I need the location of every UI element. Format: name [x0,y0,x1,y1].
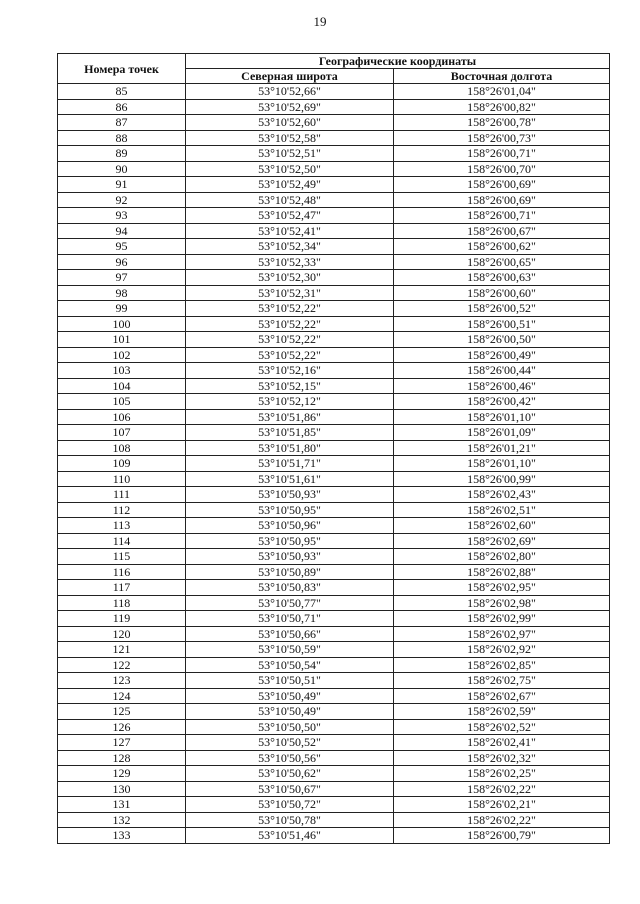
table-row [58,688,610,704]
point-number-cell: 124 [58,688,186,704]
point-number-cell: 126 [58,719,186,735]
point-number-cell: 118 [58,595,186,611]
table-row [58,704,610,720]
latitude-cell: 53°10'52,33" [186,254,394,270]
point-number-cell: 98 [58,285,186,301]
latitude-cell: 53°10'52,30" [186,270,394,286]
table-row [58,161,610,177]
point-number-cell: 106 [58,409,186,425]
latitude-cell: 53°10'52,41" [186,223,394,239]
latitude-cell: 53°10'50,67" [186,781,394,797]
longitude-cell: 158°26'00,42" [394,394,610,410]
table-row [58,192,610,208]
point-number-cell: 131 [58,797,186,813]
latitude-cell: 53°10'52,69" [186,99,394,115]
latitude-cell: 53°10'50,93" [186,487,394,503]
latitude-cell: 53°10'50,49" [186,688,394,704]
longitude-cell: 158°26'02,21" [394,797,610,813]
point-number-cell: 109 [58,456,186,472]
table-row [58,750,610,766]
point-number-cell: 133 [58,828,186,844]
longitude-cell: 158°26'01,10" [394,456,610,472]
table-row [58,766,610,782]
longitude-cell: 158°26'00,63" [394,270,610,286]
longitude-cell: 158°26'02,75" [394,673,610,689]
latitude-cell: 53°10'50,72" [186,797,394,813]
longitude-cell: 158°26'00,50" [394,332,610,348]
latitude-cell: 53°10'50,56" [186,750,394,766]
latitude-cell: 53°10'50,83" [186,580,394,596]
longitude-cell: 158°26'00,71" [394,208,610,224]
longitude-cell: 158°26'02,43" [394,487,610,503]
table-row [58,502,610,518]
table-row [58,146,610,162]
point-number-cell: 110 [58,471,186,487]
latitude-cell: 53°10'52,49" [186,177,394,193]
longitude-cell: 158°26'02,97" [394,626,610,642]
table-row [58,223,610,239]
longitude-cell: 158°26'00,78" [394,115,610,131]
table-row [58,595,610,611]
longitude-cell: 158°26'02,98" [394,595,610,611]
point-number-cell: 116 [58,564,186,580]
table-row [58,440,610,456]
header-point-numbers: Номера точек [58,54,186,84]
latitude-cell: 53°10'52,12" [186,394,394,410]
table-row [58,270,610,286]
longitude-cell: 158°26'02,25" [394,766,610,782]
table-row [58,456,610,472]
latitude-cell: 53°10'50,50" [186,719,394,735]
table-row [58,533,610,549]
table-row [58,564,610,580]
latitude-cell: 53°10'51,61" [186,471,394,487]
latitude-cell: 53°10'50,51" [186,673,394,689]
longitude-cell: 158°26'00,70" [394,161,610,177]
longitude-cell: 158°26'02,99" [394,611,610,627]
longitude-cell: 158°26'00,82" [394,99,610,115]
latitude-cell: 53°10'51,46" [186,828,394,844]
latitude-cell: 53°10'52,66" [186,84,394,100]
latitude-cell: 53°10'52,15" [186,378,394,394]
longitude-cell: 158°26'01,04" [394,84,610,100]
table-row [58,828,610,844]
latitude-cell: 53°10'50,59" [186,642,394,658]
point-number-cell: 95 [58,239,186,255]
point-number-cell: 132 [58,812,186,828]
latitude-cell: 53°10'52,22" [186,301,394,317]
longitude-cell: 158°26'00,44" [394,363,610,379]
longitude-cell: 158°26'02,59" [394,704,610,720]
point-number-cell: 112 [58,502,186,518]
point-number-cell: 101 [58,332,186,348]
longitude-cell: 158°26'00,62" [394,239,610,255]
page-number: 19 [313,14,327,29]
latitude-cell: 53°10'52,50" [186,161,394,177]
table-row [58,177,610,193]
longitude-cell: 158°26'00,69" [394,192,610,208]
point-number-cell: 85 [58,84,186,100]
longitude-cell: 158°26'00,51" [394,316,610,332]
table-row [58,347,610,363]
longitude-cell: 158°26'02,22" [394,781,610,797]
latitude-cell: 53°10'51,86" [186,409,394,425]
point-number-cell: 111 [58,487,186,503]
longitude-cell: 158°26'02,80" [394,549,610,565]
table-body [58,84,610,844]
point-number-cell: 107 [58,425,186,441]
point-number-cell: 94 [58,223,186,239]
table-row [58,394,610,410]
table-row [58,735,610,751]
coordinates-table [57,53,610,844]
table-row [58,378,610,394]
latitude-cell: 53°10'52,47" [186,208,394,224]
latitude-cell: 53°10'50,49" [186,704,394,720]
longitude-cell: 158°26'02,60" [394,518,610,534]
point-number-cell: 128 [58,750,186,766]
point-number-cell: 117 [58,580,186,596]
longitude-cell: 158°26'02,69" [394,533,610,549]
table-row [58,797,610,813]
latitude-cell: 53°10'52,16" [186,363,394,379]
latitude-cell: 53°10'52,58" [186,130,394,146]
longitude-cell: 158°26'00,46" [394,378,610,394]
longitude-cell: 158°26'00,69" [394,177,610,193]
table-row [58,254,610,270]
point-number-cell: 92 [58,192,186,208]
point-number-cell: 125 [58,704,186,720]
latitude-cell: 53°10'52,48" [186,192,394,208]
longitude-cell: 158°26'00,99" [394,471,610,487]
latitude-cell: 53°10'50,54" [186,657,394,673]
table-row [58,316,610,332]
latitude-cell: 53°10'52,22" [186,316,394,332]
longitude-cell: 158°26'00,52" [394,301,610,317]
table-row [58,487,610,503]
point-number-cell: 96 [58,254,186,270]
point-number-cell: 88 [58,130,186,146]
longitude-cell: 158°26'01,09" [394,425,610,441]
longitude-cell: 158°26'02,22" [394,812,610,828]
table-row [58,208,610,224]
latitude-cell: 53°10'50,66" [186,626,394,642]
longitude-cell: 158°26'00,49" [394,347,610,363]
point-number-cell: 119 [58,611,186,627]
point-number-cell: 87 [58,115,186,131]
latitude-cell: 53°10'50,77" [186,595,394,611]
table-row [58,781,610,797]
latitude-cell: 53°10'52,51" [186,146,394,162]
point-number-cell: 120 [58,626,186,642]
latitude-cell: 53°10'50,89" [186,564,394,580]
table-row [58,580,610,596]
latitude-cell: 53°10'50,52" [186,735,394,751]
longitude-cell: 158°26'02,41" [394,735,610,751]
table-row [58,363,610,379]
latitude-cell: 53°10'50,62" [186,766,394,782]
longitude-cell: 158°26'00,65" [394,254,610,270]
latitude-cell: 53°10'50,95" [186,533,394,549]
table-row [58,99,610,115]
point-number-cell: 129 [58,766,186,782]
table-row [58,130,610,146]
table-row [58,549,610,565]
point-number-cell: 123 [58,673,186,689]
point-number-cell: 114 [58,533,186,549]
point-number-cell: 105 [58,394,186,410]
latitude-cell: 53°10'51,71" [186,456,394,472]
header-geo-coordinates: Географические координаты [186,54,610,69]
table-header [58,54,610,84]
point-number-cell: 89 [58,146,186,162]
table-row [58,84,610,100]
latitude-cell: 53°10'51,85" [186,425,394,441]
longitude-cell: 158°26'02,52" [394,719,610,735]
table-row [58,673,610,689]
longitude-cell: 158°26'00,73" [394,130,610,146]
longitude-cell: 158°26'02,92" [394,642,610,658]
longitude-cell: 158°26'01,10" [394,409,610,425]
table-row [58,518,610,534]
latitude-cell: 53°10'52,34" [186,239,394,255]
table-row [58,409,610,425]
latitude-cell: 53°10'52,60" [186,115,394,131]
point-number-cell: 127 [58,735,186,751]
latitude-cell: 53°10'50,96" [186,518,394,534]
point-number-cell: 108 [58,440,186,456]
point-number-cell: 122 [58,657,186,673]
longitude-cell: 158°26'02,67" [394,688,610,704]
longitude-cell: 158°26'00,67" [394,223,610,239]
table-row [58,301,610,317]
table-row [58,611,610,627]
table-row [58,719,610,735]
point-number-cell: 130 [58,781,186,797]
table-row [58,812,610,828]
latitude-cell: 53°10'52,22" [186,347,394,363]
point-number-cell: 102 [58,347,186,363]
longitude-cell: 158°26'00,71" [394,146,610,162]
table-row [58,239,610,255]
point-number-cell: 115 [58,549,186,565]
point-number-cell: 113 [58,518,186,534]
longitude-cell: 158°26'00,79" [394,828,610,844]
point-number-cell: 91 [58,177,186,193]
point-number-cell: 104 [58,378,186,394]
table-row [58,657,610,673]
table-row [58,642,610,658]
point-number-cell: 86 [58,99,186,115]
longitude-cell: 158°26'00,60" [394,285,610,301]
point-number-cell: 97 [58,270,186,286]
point-number-cell: 93 [58,208,186,224]
longitude-cell: 158°26'02,88" [394,564,610,580]
longitude-cell: 158°26'02,85" [394,657,610,673]
latitude-cell: 53°10'52,31" [186,285,394,301]
longitude-cell: 158°26'01,21" [394,440,610,456]
longitude-cell: 158°26'02,95" [394,580,610,596]
table-row [58,115,610,131]
table-row [58,626,610,642]
table-row [58,471,610,487]
latitude-cell: 53°10'52,22" [186,332,394,348]
table-row [58,425,610,441]
latitude-cell: 53°10'50,95" [186,502,394,518]
table-row [58,285,610,301]
longitude-cell: 158°26'02,32" [394,750,610,766]
latitude-cell: 53°10'51,80" [186,440,394,456]
latitude-cell: 53°10'50,71" [186,611,394,627]
latitude-cell: 53°10'50,93" [186,549,394,565]
point-number-cell: 99 [58,301,186,317]
header-north-latitude: Северная широта [186,69,394,84]
point-number-cell: 121 [58,642,186,658]
point-number-cell: 100 [58,316,186,332]
header-east-longitude: Восточная долгота [394,69,610,84]
table-row [58,332,610,348]
point-number-cell: 90 [58,161,186,177]
longitude-cell: 158°26'02,51" [394,502,610,518]
latitude-cell: 53°10'50,78" [186,812,394,828]
point-number-cell: 103 [58,363,186,379]
